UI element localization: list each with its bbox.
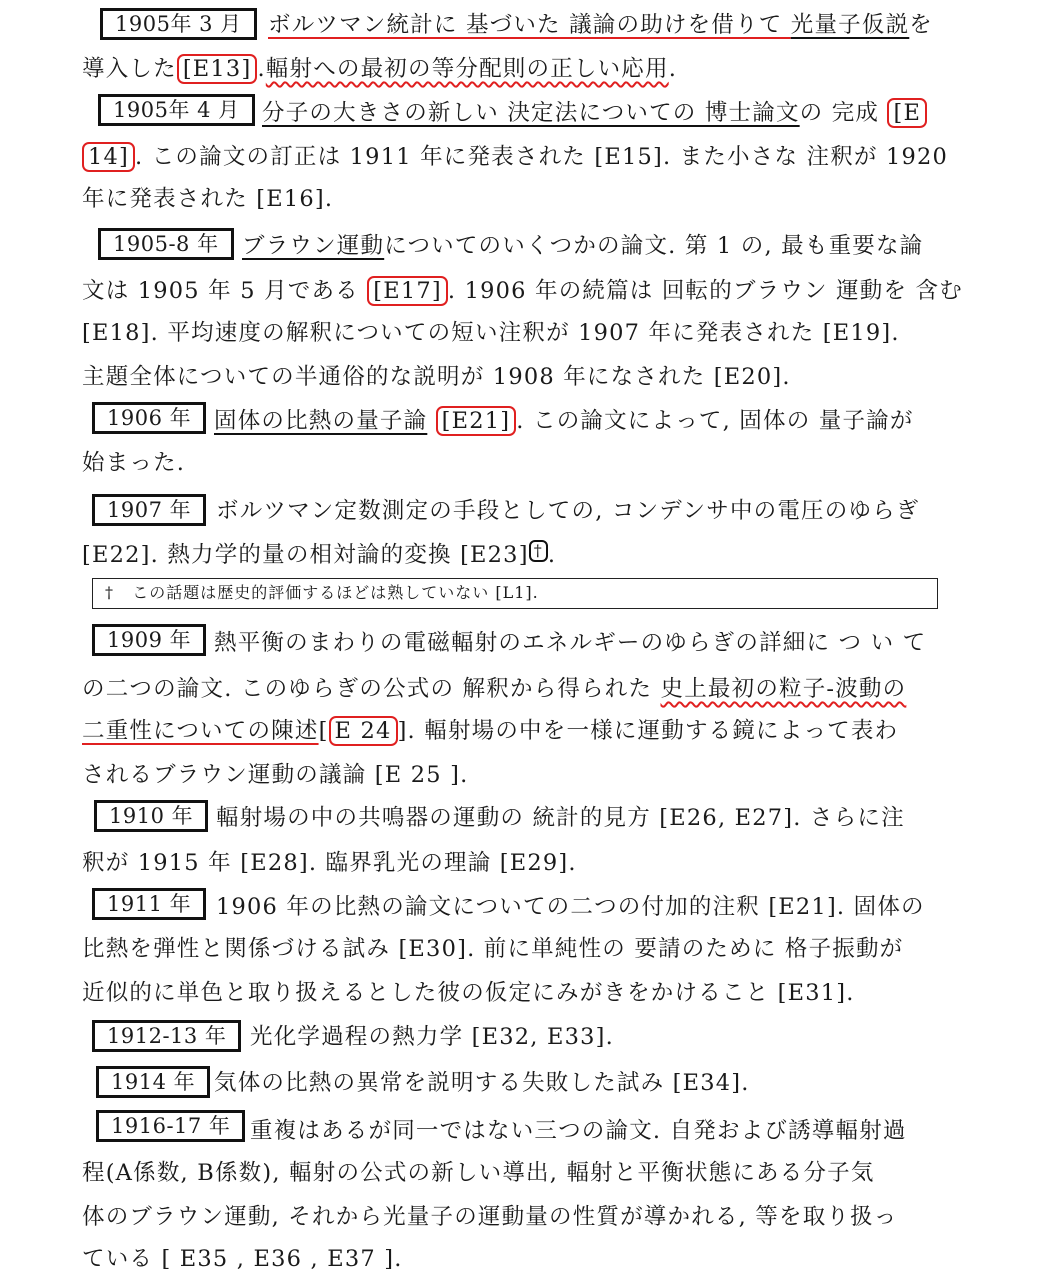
red-wavy-underlined-text: 史上最初の粒子-波動の [660, 676, 907, 702]
text: 年に発表された [E16]. [82, 186, 334, 212]
text: 始まった. [82, 450, 186, 476]
entry-text-line [82, 758, 468, 792]
entry-text-line [82, 446, 185, 480]
footnote-text: この話題は歴史的評価するほどは熟していない [L1]. [132, 583, 539, 602]
entry-text-line [262, 96, 927, 130]
red-boxed-reference: [E13] [177, 54, 258, 84]
text: ている [ E35 , E36 , E37 ]. [82, 1246, 403, 1272]
entry-text-line [82, 538, 556, 572]
entry-text-line [82, 316, 900, 350]
year-box: 1905年 4 月 [98, 94, 255, 126]
text: の 完成 [799, 100, 880, 126]
red-underlined-text: 二重性についての陳述 [82, 718, 319, 744]
text: 輻射場の中の共鳴器の運動の 統計的見方 [E26, E27]. さらに注 [216, 805, 905, 831]
footnote [92, 578, 938, 609]
dagger-footnote-mark: † [529, 540, 548, 562]
year-box: 1912-13 年 [92, 1020, 241, 1052]
text: 気体の比熱の異常を説明する失敗した試み [E34]. [214, 1070, 750, 1096]
entry-text-line [250, 1114, 907, 1148]
entry-text-line [82, 182, 333, 216]
year-box: 1911 年 [92, 888, 206, 920]
year-box: 1907 年 [92, 494, 206, 526]
black-underlined-term: 固体の比熱の量子論 [214, 408, 428, 434]
year-box: 1905年 3 月 [100, 8, 257, 40]
year-box: 1906 年 [92, 402, 206, 434]
text: . 1906 年の続篇は 回転的ブラウン 運動を 含む [447, 278, 963, 304]
entry-text-line [82, 1156, 875, 1190]
text: . この論文の訂正は 1911 年に発表された [E15]. また小さな 注釈が 1920 [135, 144, 949, 170]
entry-text-line [82, 140, 948, 174]
red-boxed-reference: E 24 [329, 716, 398, 746]
black-underlined-term: ブラウン運動 [242, 233, 385, 259]
entry-text-line [82, 672, 906, 706]
text: 文は 1905 年 5 月である [82, 278, 359, 304]
entry-text-line [82, 1200, 898, 1234]
text: 主題全体についての半通俗的な説明が 1908 年になされた [E20]. [82, 364, 791, 390]
entry-text-line [82, 1242, 403, 1276]
text: ボルツマン定数測定の手段としての, コンデンサ中の電圧のゆらぎ [216, 498, 920, 524]
text: [E18]. 平均速度の解釈についての短い注釈が 1907 年に発表された [E19]. [82, 320, 900, 346]
text: 体のブラウン運動, それから光量子の運動量の性質が導かれる, 等を取り扱っ [82, 1204, 898, 1230]
entry-text-line [82, 932, 903, 966]
entry-text-line [82, 714, 898, 748]
text: 程(A係数, B係数), 輻射の公式の新しい導出, 輻射と平衡状態にある分子気 [82, 1160, 875, 1186]
text: . [668, 56, 678, 82]
text: [E22]. 熱力学的量の相対論的変換 [E23] [82, 542, 529, 568]
year-box: 1914 年 [96, 1066, 210, 1098]
text: ]. 輻射場の中を一様に運動する鏡によって表わ [397, 718, 899, 744]
text: 導入した [82, 56, 177, 82]
text: [ [318, 718, 329, 744]
entry-text-line [250, 1020, 614, 1054]
red-boxed-reference: [E [887, 98, 927, 128]
text: についてのいくつかの論文. 第 1 の, 最も重要な論 [384, 233, 924, 259]
text: 1906 年の比熱の論文についての二つの付加的注釈 [E21]. 固体の [216, 894, 925, 920]
entry-text-line [214, 404, 914, 438]
year-box: 1905-8 年 [98, 228, 234, 260]
entry-text-line [82, 976, 855, 1010]
text: を [909, 12, 933, 38]
red-boxed-reference: [E21] [436, 406, 517, 436]
entry-text-line [82, 274, 963, 308]
entry-text-line [82, 846, 577, 880]
black-underlined-text: 分子の大きさの新しい 決定法についての 博士論文 [262, 100, 800, 126]
entry-text-line [82, 52, 677, 86]
red-boxed-reference: 14] [82, 142, 135, 172]
text: の二つの論文. このゆらぎの公式の 解釈から得られた [82, 676, 661, 702]
text: 釈が 1915 年 [E28]. 臨界乳光の理論 [E29]. [82, 850, 577, 876]
entry-text-line [214, 1066, 750, 1100]
footnote-mark: † [105, 583, 114, 602]
entry-text-line [242, 229, 923, 263]
entry-text-line [82, 360, 791, 394]
entry-text-line [268, 8, 933, 42]
text: . [257, 56, 266, 82]
entry-text-line [214, 626, 926, 660]
entry-text-line [216, 494, 920, 528]
text: 重複はあるが同一ではない三つの論文. 自発および誘導輻射過 [250, 1118, 907, 1144]
red-wavy-underlined-text: 輻射への最初の等分配則の正しい応用 [265, 56, 669, 82]
entry-text-line [216, 890, 925, 924]
text: 近似的に単色と取り扱えるとした彼の仮定にみがきをかけること [E31]. [82, 980, 855, 1006]
year-box: 1910 年 [94, 800, 208, 832]
year-box: 1916-17 年 [96, 1110, 245, 1142]
red-underlined-text: ボルツマン統計に 基づいた 議論の助けを借りて [268, 12, 791, 38]
black-underlined-term: 光量子仮説 [790, 12, 910, 38]
text: . [547, 542, 557, 568]
entry-text-line [216, 801, 905, 835]
text: . この論文によって, 固体の 量子論が [516, 408, 914, 434]
text: 熱平衡のまわりの電磁輻射のエネルギーのゆらぎの詳細に つ い て [214, 630, 927, 656]
red-boxed-reference: [E17] [367, 276, 448, 306]
text: 光化学過程の熱力学 [E32, E33]. [250, 1024, 614, 1050]
year-box: 1909 年 [92, 624, 206, 656]
text: されるブラウン運動の議論 [E 25 ]. [82, 762, 469, 788]
text: 比熱を弾性と関係づける試み [E30]. 前に単純性の 要請のために 格子振動が [82, 936, 904, 962]
